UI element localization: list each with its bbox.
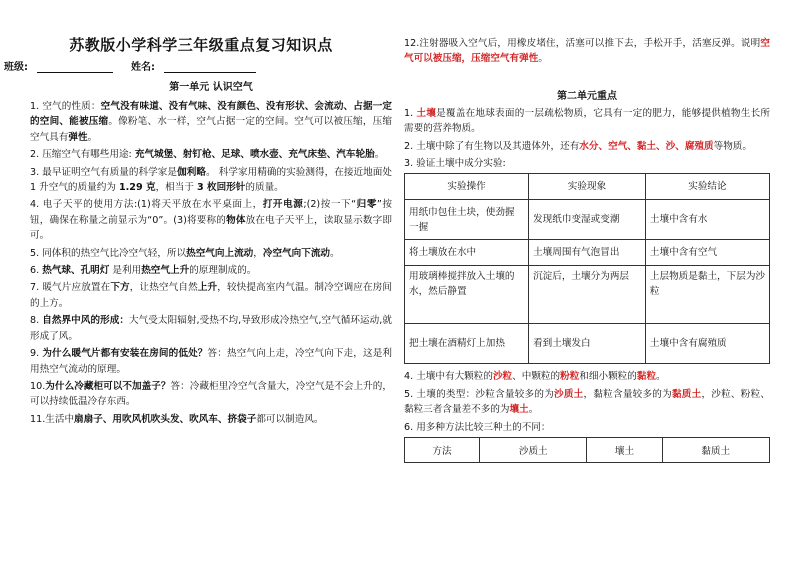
unit1-point-11: 11.生活中扇扇子、用吹风机吹头发、吹风车、挤袋子都可以制造风。	[30, 413, 324, 425]
unit1-point-2: 2. 压缩空气有哪些用途: 充气城堡、射钉枪、足球、喷水壶、充气床垫、汽车轮胎。	[30, 149, 385, 161]
class-blank[interactable]	[37, 62, 113, 73]
unit1-point-4: 4. 电子天平的使用方法:(1)将天平放在水平桌面上，打开电源;(2)按一下“归零”按钮，确保在称量之前显示为“0”。(3)将要称的物体放在电子天平上，读取显示数字即可。	[30, 199, 393, 242]
unit2-point-1: 1. 土壤是覆盖在地球表面的一层疏松物质，它具有一定的肥力，能够提供植物生长所需要的营养物质。	[404, 107, 771, 135]
unit2-point-4: 4. 土壤中有大颗粒的沙粒、中颗粒的粉粒和细小颗粒的黏粒。	[404, 371, 666, 383]
table-cell: 土壤中含有腐殖质	[645, 324, 769, 364]
table-cell: 土壤中含有水	[645, 200, 769, 240]
table-header-row	[405, 174, 770, 200]
unit2-point-2: 2. 土壤中除了有生物以及其遗体外，还有水分、空气、黏土、沙、腐殖质等物质。	[404, 140, 752, 152]
unit1-point-6: 6. 热气球、孔明灯 是利用热空气上升的原理制成的。	[30, 265, 257, 277]
unit1-heading: 第一单元 认识空气	[169, 82, 253, 93]
name-blank[interactable]	[164, 62, 256, 73]
left-column	[30, 78, 392, 429]
unit1-point-1: 1. 空气的性质：空气没有味道、没有气味、没有颜色、没有形状、会流动、占据一定的空间、能被压缩。像粉笔、水一样，空气占据一定的空间。空气可以被压缩，压缩空气具有弹性。	[30, 101, 393, 143]
table-header-cell: 实验现象	[529, 174, 646, 200]
table-cell: 看到土壤发白	[529, 324, 646, 364]
right-column	[404, 36, 770, 463]
table-cell: 土壤中含有空气	[645, 240, 769, 266]
soil-compare-table	[404, 437, 770, 463]
document-title: 苏教版小学科学三年级重点复习知识点	[69, 36, 333, 54]
unit1-point-7: 7. 暖气片应放置在下方，让热空气自然上升，较快提高室内气温。制冷空调应在房间的上方。	[30, 282, 393, 309]
table-header-cell: 黏质土	[662, 438, 770, 463]
table-row	[405, 240, 770, 266]
table-row	[405, 266, 770, 324]
table-header-cell: 方法	[405, 438, 480, 463]
table-cell: 将土壤放在水中	[405, 240, 529, 266]
table-row	[405, 200, 770, 240]
unit1-point-3: 3. 最早证明空气有质量的科学家是伽利略。 科学家用精确的实验测得，在接近地面处 1 升空气的质量约为 1.29 克，相当于 3 枚回形针的质量。	[30, 166, 393, 194]
table-cell: 把土壤在酒精灯上加热	[405, 324, 529, 364]
table-row	[405, 324, 770, 364]
table-cell: 上层物质是黏土，下层为沙粒	[645, 266, 769, 324]
table-header-cell: 沙质土	[480, 438, 587, 463]
unit1-point-10: 10.为什么冷藏柜可以不加盖子？答：冷藏柜里冷空气含量大，冷空气是不会上升的，可以持续低温冷存东西。	[30, 380, 393, 408]
unit2-point-3: 3. 验证土壤中成分实验:	[404, 158, 506, 170]
unit2-point-6: 6. 用多种方法比较三种土的不同：	[404, 421, 551, 433]
table-header-cell: 壤土	[587, 438, 662, 463]
unit1-point-12: 12.注射器吸入空气后，用橡皮堵住，活塞可以推下去，手松开手，活塞反弹。说明空气可以被压缩，压缩空气有弹性。	[404, 38, 770, 65]
table-cell: 用玻璃棒搅拌放入土壤的水，然后静置	[405, 266, 529, 324]
student-info-fields	[4, 58, 354, 73]
unit2-heading: 第二单元重点	[557, 90, 617, 102]
class-label: 班级:	[4, 62, 28, 73]
table-header-row	[405, 438, 770, 463]
table-cell: 沉淀后，土壤分为两层	[529, 266, 646, 324]
table-header-cell: 实验结论	[645, 174, 769, 200]
table-cell: 发现纸巾变湿或变潮	[529, 200, 646, 240]
table-cell: 用纸巾包住土块，使劲握一握	[405, 200, 529, 240]
unit1-point-8: 8. 自然界中风的形成：大气受太阳辐射,受热不均,导致形成冷热空气,空气循环运动,就形成了风。	[30, 315, 392, 342]
name-label: 姓名:	[130, 62, 155, 73]
unit1-point-9: 9. 为什么暖气片都有安装在房间的低处？答：热空气向上走，冷空气向下走，这是利用热空气流动的原理。	[30, 348, 393, 375]
unit1-point-5: 5. 同体积的热空气比冷空气轻，所以热空气向上流动，冷空气向下流动。	[30, 247, 340, 259]
soil-experiment-table	[404, 173, 770, 364]
unit2-point-5: 5. 土壤的类型：沙粒含量较多的为沙质土，黏粒含量较多的为黏质土，沙粒、粉粒、黏粒三者含量差不多的为壤土。	[404, 388, 771, 416]
table-cell: 土壤周围有气泡冒出	[529, 240, 646, 266]
table-header-cell: 实验操作	[405, 174, 529, 200]
